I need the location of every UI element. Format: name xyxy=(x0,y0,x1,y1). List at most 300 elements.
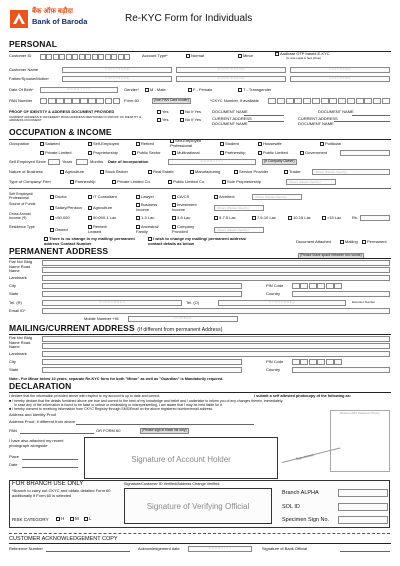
form-title: Re-KYC Form for Individuals xyxy=(125,13,253,24)
nat-service[interactable] xyxy=(234,170,268,175)
occ-government[interactable] xyxy=(300,151,327,156)
decl-0: I declare that the information provided above with respect to my account is up to date and correct. xyxy=(9,394,161,398)
no-change-option[interactable] xyxy=(44,237,144,246)
bank-logo-icon xyxy=(9,9,29,29)
checkbox[interactable] xyxy=(238,54,242,58)
specimen-label: Specimen Sign No. xyxy=(282,517,330,523)
nat-stock-broker[interactable] xyxy=(100,170,128,175)
checkbox[interactable] xyxy=(56,517,60,521)
rs-field[interactable] xyxy=(360,215,390,221)
months-field[interactable] xyxy=(76,159,88,165)
option-label: H xyxy=(61,516,65,521)
addr-no[interactable] xyxy=(180,118,201,123)
divider xyxy=(9,188,391,189)
option-label: T - Transgender xyxy=(243,87,272,93)
bank-official-sig-label: Signature of Bank Official xyxy=(262,546,308,551)
option-label: M xyxy=(75,516,79,521)
checkbox[interactable] xyxy=(234,170,238,174)
option-label: Permanent xyxy=(367,239,387,245)
perm-flat-label: Flat No/ Bldg Name Road Name xyxy=(9,259,33,274)
checkbox[interactable] xyxy=(186,54,190,58)
inc-2[interactable] xyxy=(88,216,116,221)
checkbox[interactable] xyxy=(84,517,88,521)
current-address-line[interactable] xyxy=(248,121,284,122)
ref-number-line[interactable] xyxy=(46,551,130,552)
decl-2-text: I hereby consent to receiving information from CKYC Registry through SMS/Email on the above registered number/email address. xyxy=(12,407,214,411)
section-personal: PERSONAL xyxy=(9,39,58,49)
father-first[interactable] xyxy=(62,76,172,82)
divider xyxy=(9,258,391,259)
perm-tel-label: Tel. (R) xyxy=(9,300,22,305)
checkbox[interactable] xyxy=(340,240,344,244)
mail-pin-label: PIN Code xyxy=(266,359,284,364)
res-owned[interactable] xyxy=(50,228,68,233)
mail-flat-field-1[interactable] xyxy=(42,336,390,342)
occ-politician[interactable] xyxy=(320,142,341,147)
occ-retired[interactable] xyxy=(136,142,154,147)
risk-m[interactable] xyxy=(70,516,79,521)
checkbox[interactable] xyxy=(188,88,192,92)
option-label: Public Limited xyxy=(263,150,288,156)
date-line[interactable] xyxy=(22,467,78,468)
checkbox[interactable] xyxy=(145,88,149,92)
proof-note: CURRENT ADDRESS IF DIFFERENT FROM ADDRESS MENTIONED IN PROOF OF IDENTITY & ADDRESS DOCUMENT xyxy=(9,115,142,123)
res-rented[interactable] xyxy=(88,225,118,234)
mail-landmark-field[interactable] xyxy=(42,351,390,357)
occ-private[interactable] xyxy=(40,151,71,156)
sol-id-label: SOL ID xyxy=(282,504,300,510)
perm-mobile-field[interactable] xyxy=(128,316,238,322)
checkbox[interactable] xyxy=(252,216,256,220)
perm-mobile-label: Mobile Number +91 xyxy=(84,316,120,321)
option-label: 3-5 Lac xyxy=(177,215,191,221)
perm-ext-label: Extension Number xyxy=(352,300,376,304)
addr-proof-label: Address and Identity Proof xyxy=(9,412,57,417)
section-permanent: PERMANENT ADDRESS xyxy=(9,246,109,256)
occ-public-limited[interactable] xyxy=(258,151,288,156)
hint: L A S T N A M E xyxy=(290,67,390,73)
checkbox[interactable] xyxy=(157,110,161,114)
option-label: Agriculture xyxy=(65,169,85,175)
option-label: Multinational xyxy=(177,150,200,156)
customer-name-label: Customer Name xyxy=(9,67,39,72)
res-company[interactable] xyxy=(172,225,204,234)
pan-decl-line[interactable] xyxy=(20,433,94,434)
occ-public-sector[interactable] xyxy=(132,151,161,156)
checkbox[interactable] xyxy=(214,216,218,220)
checkbox[interactable] xyxy=(70,517,74,521)
checkbox[interactable] xyxy=(220,142,224,146)
branch-alpha-label: Branch ALPHA xyxy=(282,490,319,496)
checkbox[interactable] xyxy=(157,118,161,122)
hint: N U M B E R xyxy=(128,316,238,322)
checkbox[interactable] xyxy=(214,195,218,199)
perm-country-field[interactable] xyxy=(292,291,390,297)
checkbox[interactable] xyxy=(100,170,104,174)
decl-1: ■ I hereby declare that the details furnished above are true and correct to the best of my knowledge and belief and I undertake to inform you of any changes therein, immediately. xyxy=(9,399,284,403)
option-label: Private Limited xyxy=(45,150,72,156)
option-label: Student xyxy=(225,141,239,147)
checkbox[interactable] xyxy=(88,195,92,199)
src-business[interactable] xyxy=(136,203,166,212)
perm-tel-field[interactable] xyxy=(42,300,182,306)
divider xyxy=(9,392,391,393)
checkbox[interactable] xyxy=(136,142,140,146)
current-doc-label: DOCUMENT NAME xyxy=(212,121,248,126)
option-label: Partnership xyxy=(225,150,246,156)
sol-id-field[interactable] xyxy=(338,503,388,511)
account-type-normal[interactable] xyxy=(186,54,204,59)
option-label: Trader xyxy=(289,169,301,175)
sep-lawyer[interactable] xyxy=(136,195,154,200)
perm-email-field[interactable] xyxy=(42,308,390,314)
proof-yes[interactable] xyxy=(157,110,169,115)
customer-id-field[interactable] xyxy=(40,54,130,60)
checkbox[interactable] xyxy=(50,228,54,232)
firm-pvt[interactable] xyxy=(112,180,151,185)
option-label: Housewife xyxy=(263,141,282,147)
perm-tel-o-field[interactable] xyxy=(218,300,346,306)
risk-l[interactable] xyxy=(84,516,92,521)
option-label: Proprietorship xyxy=(93,150,118,156)
checkbox[interactable] xyxy=(112,180,116,184)
photo-box[interactable] xyxy=(330,410,390,472)
option-label: Stock Broker xyxy=(105,169,128,175)
option-label: 7.5-10 Lac xyxy=(257,215,276,221)
hint: F I R S T N A M E xyxy=(62,76,172,82)
option-label: Public Limited Co. xyxy=(173,179,206,185)
gender-female[interactable] xyxy=(188,88,212,93)
sep-it[interactable] xyxy=(88,195,117,200)
firm-sole[interactable] xyxy=(222,180,261,185)
checkbox[interactable] xyxy=(190,170,194,174)
option-label: I wish to change my mailing/ permanent address/ contact details as below xyxy=(148,236,247,246)
option-label: Yes xyxy=(162,117,169,123)
current-address-line-2[interactable] xyxy=(334,121,390,122)
perm-pin-field[interactable] xyxy=(292,283,342,289)
aadhaar-note: (to note equal to face photo) xyxy=(286,56,321,60)
option-label: Public Sector xyxy=(137,150,161,156)
option-label: Architect xyxy=(219,194,235,200)
checkbox[interactable] xyxy=(88,206,92,210)
checkbox[interactable] xyxy=(168,180,172,184)
checkbox[interactable] xyxy=(275,52,279,56)
sep-others-field[interactable] xyxy=(252,194,302,200)
document-name-label: DOCUMENT NAME xyxy=(212,109,248,114)
divider xyxy=(9,543,391,544)
form60-label: Form 60 xyxy=(124,98,139,103)
hint: D D M M Y Y Y Y xyxy=(168,159,256,165)
mail-pin-field[interactable] xyxy=(292,359,342,365)
checkbox[interactable] xyxy=(322,216,326,220)
ckyc-field[interactable] xyxy=(268,98,390,104)
perm-city-field[interactable] xyxy=(42,283,242,289)
inc-8[interactable] xyxy=(322,216,341,221)
inc-4[interactable] xyxy=(172,216,190,221)
checkbox[interactable] xyxy=(238,88,242,92)
perm-state-label: State xyxy=(9,291,19,296)
checkbox[interactable] xyxy=(88,142,92,146)
gender-male[interactable] xyxy=(145,88,166,93)
ack-date-label: Acknowledgement date xyxy=(138,546,180,551)
occ-proprietorship[interactable] xyxy=(88,151,118,156)
checkbox[interactable] xyxy=(172,195,176,199)
risk-h[interactable] xyxy=(56,516,64,521)
option-label: Investment Income xyxy=(172,202,197,212)
option-label: Retired xyxy=(141,141,154,147)
sep-doctor[interactable] xyxy=(50,195,67,200)
current-doc-label-2: DOCUMENT NAME xyxy=(298,121,334,126)
occ-partnership[interactable] xyxy=(220,151,245,156)
addr-diff-line[interactable] xyxy=(76,424,254,425)
checkbox[interactable] xyxy=(88,216,92,220)
divider xyxy=(9,334,391,335)
option-label: 5-7.5 Lac xyxy=(219,215,236,221)
option-label: Government xyxy=(305,150,328,156)
firm-partnership[interactable] xyxy=(70,180,95,185)
checkbox[interactable] xyxy=(40,151,44,155)
checkbox[interactable] xyxy=(50,206,54,210)
sep-ca[interactable] xyxy=(172,195,189,200)
months-label: Months xyxy=(90,159,104,164)
nat-real-estate[interactable] xyxy=(148,170,174,175)
src-investment[interactable] xyxy=(172,203,206,212)
option-label: L xyxy=(89,516,92,521)
src-agri[interactable] xyxy=(88,206,112,211)
option-label: F - Female xyxy=(193,87,213,93)
checkbox[interactable] xyxy=(220,151,224,155)
nat-agriculture[interactable] xyxy=(60,170,84,175)
others-hint: Others (Please Specify) xyxy=(255,195,287,199)
perm-flat-field-2[interactable] xyxy=(42,267,390,273)
checkbox[interactable] xyxy=(88,151,92,155)
customer-name-first[interactable] xyxy=(62,67,172,73)
checkbox[interactable] xyxy=(320,142,324,146)
occ-multinational[interactable] xyxy=(172,151,199,156)
inc-7[interactable] xyxy=(288,216,311,221)
branch-use-title: FOR BRANCH USE ONLY xyxy=(12,481,84,487)
src-others-field[interactable] xyxy=(214,205,264,211)
decl-0b: I submit a self attested photocopy of the following as: xyxy=(254,394,352,398)
section-mailing xyxy=(9,324,223,334)
checkbox[interactable] xyxy=(222,180,226,184)
checkbox[interactable] xyxy=(50,216,54,220)
mail-flat-field-2[interactable] xyxy=(42,343,390,349)
option-label: Sole Proprietorship xyxy=(227,179,262,185)
perm-flat-field-1[interactable] xyxy=(42,260,390,266)
type-firm-label: Type of Company/ Firm xyxy=(9,179,51,184)
dob-field[interactable] xyxy=(40,87,118,93)
or-form60-label: OR FORM 60 xyxy=(96,428,121,433)
inc-1[interactable] xyxy=(50,216,70,221)
checkbox[interactable] xyxy=(180,110,184,114)
option-label: Private Limited Co. xyxy=(117,179,151,185)
mail-city-label: City xyxy=(9,359,16,364)
mail-city-field[interactable] xyxy=(42,359,242,365)
option-label: CA/CS xyxy=(177,194,190,200)
document-name-line-2[interactable] xyxy=(352,115,390,116)
attached-label: I have also attached my recent photograph alongside xyxy=(9,438,64,448)
mail-state-field[interactable] xyxy=(42,367,242,373)
nat-others-field[interactable] xyxy=(312,169,390,175)
hint: D D M M Y Y Y Y xyxy=(188,546,252,552)
nat-trader[interactable] xyxy=(284,170,301,175)
current-address-label-2: CURRENT ADDRESS xyxy=(298,116,338,121)
checkbox[interactable] xyxy=(40,142,44,146)
cut-line xyxy=(9,533,390,534)
ack-title: CUSTOMER ACKNOWLEDGEMENT COPY xyxy=(9,536,118,542)
hint: F I R S T N A M E xyxy=(62,67,172,73)
mail-country-field[interactable] xyxy=(292,367,390,373)
doc-permanent[interactable] xyxy=(362,240,387,245)
option-label: 50,000-1 Lac xyxy=(93,215,117,221)
checkbox[interactable] xyxy=(136,195,140,199)
src-salary[interactable] xyxy=(50,206,82,211)
checkbox[interactable] xyxy=(60,170,64,174)
checkbox[interactable] xyxy=(288,216,292,220)
years-field[interactable] xyxy=(48,159,60,165)
section-declaration: DECLARATION xyxy=(9,381,72,391)
doc-attached-label: Document Attached xyxy=(296,239,331,244)
mail-flat-label: Flat No/ Bldg Name Road Name xyxy=(9,335,33,350)
option-label: Self-Employed Professional xyxy=(170,138,202,148)
tick-box-tag: (Please sign in black ink only) xyxy=(142,428,187,432)
perm-tel-o-label: Tel. (O) xyxy=(186,300,200,305)
option-label: 1-3 Lac xyxy=(141,215,155,221)
document-name-label-2: DOCUMENT NAME xyxy=(318,109,354,114)
res-others-field[interactable] xyxy=(214,227,264,233)
hint: M I D D L E N A M E xyxy=(176,67,286,73)
gross-label: Gross Annual Income (₹) xyxy=(9,212,31,221)
option-label: No If Yes xyxy=(185,117,202,123)
option-label: Mailing xyxy=(345,239,358,245)
bank-name-hindi: बैंक ऑफ़ बड़ौदा xyxy=(32,8,73,15)
option-label: Aadhaar OTP based E-KYC xyxy=(280,51,330,57)
occ-self-emp[interactable] xyxy=(88,142,119,147)
mail-landmark-label: Landmark xyxy=(9,351,27,356)
branch-verified-label: Signature/Customer ID Verified/Address Change Verified xyxy=(124,482,220,486)
residence-label: Residence Type xyxy=(9,225,35,229)
customer-name-last[interactable] xyxy=(290,67,390,73)
checkbox[interactable] xyxy=(148,170,152,174)
nat-manufacturing[interactable] xyxy=(190,170,220,175)
source-label: Source of Funds xyxy=(9,202,36,206)
inc-5[interactable] xyxy=(214,216,236,221)
option-label: M - Male xyxy=(150,87,166,93)
checkbox[interactable] xyxy=(300,151,304,155)
bank-official-sig-line[interactable] xyxy=(340,551,390,552)
perm-pin-label: PIN Code xyxy=(266,283,284,288)
risk-category-label: RISK CATEGORY xyxy=(12,517,49,522)
current-address-label: CURRENT ADDRESS xyxy=(212,116,252,121)
checkbox[interactable] xyxy=(50,195,54,199)
checkbox[interactable] xyxy=(70,180,74,184)
option-label: Manufacturing xyxy=(195,169,221,175)
checkbox[interactable] xyxy=(132,151,136,155)
option-label: Ancestral/ Family xyxy=(136,224,159,234)
others-hint: Others (Please Specify) xyxy=(315,170,347,174)
decl-2: ■ I hereby consent to receiving information from CKYC Registry through SMS/Email on the above registered number/email address. xyxy=(9,407,214,411)
gender-label: Gender* xyxy=(124,87,139,92)
option-label: Minor xyxy=(243,53,254,59)
perm-landmark-field[interactable] xyxy=(42,275,390,281)
option-label: Owned xyxy=(55,227,68,233)
checkbox[interactable] xyxy=(180,118,184,122)
doi-label: Date of Incorporation xyxy=(108,159,149,164)
pan-field[interactable] xyxy=(40,98,120,104)
doi-field[interactable] xyxy=(168,159,256,165)
father-label: Father/Spouse/Mother xyxy=(9,76,49,81)
option-label: Lawyer xyxy=(141,194,154,200)
proof-no[interactable] xyxy=(180,110,201,115)
occ-self-emp-prof[interactable] xyxy=(170,139,210,148)
occ-housewife[interactable] xyxy=(258,142,282,147)
specimen-field[interactable] xyxy=(338,516,388,524)
option-label: Doctor xyxy=(55,194,67,200)
doc-mailing[interactable] xyxy=(340,240,358,245)
place-line[interactable] xyxy=(22,459,78,460)
addr-diff-label: Address Proof, if different from above xyxy=(9,419,76,424)
account-holder-signature-label: Signature of Account Holder xyxy=(131,455,231,464)
perm-state-field[interactable] xyxy=(42,291,242,297)
checkbox[interactable] xyxy=(172,216,176,220)
perm-email-label: Email ID* xyxy=(9,308,26,313)
occ-student[interactable] xyxy=(220,142,239,147)
occ-other-field[interactable] xyxy=(340,150,390,156)
ack-date-field[interactable] xyxy=(188,546,252,552)
option-label: Politician xyxy=(325,141,342,147)
mailing-sub: (If different from permanent Address) xyxy=(137,327,223,333)
nature-label: Nature of Business xyxy=(9,169,43,174)
gender-trans[interactable] xyxy=(238,88,271,93)
hint: L A S T N A M E xyxy=(290,76,390,82)
sep-architect[interactable] xyxy=(214,195,235,200)
customer-name-middle[interactable] xyxy=(176,67,286,73)
account-type-minor[interactable] xyxy=(238,54,253,59)
option-label: Agriculture xyxy=(93,205,113,211)
firm-public[interactable] xyxy=(168,180,205,185)
father-last[interactable] xyxy=(290,76,390,82)
father-middle[interactable] xyxy=(176,76,286,82)
checkbox[interactable] xyxy=(284,170,288,174)
firm-others-field[interactable] xyxy=(286,179,336,185)
others-hint: Others (Please Specify) xyxy=(217,228,249,232)
checkbox[interactable] xyxy=(136,216,140,220)
checkbox[interactable] xyxy=(258,142,262,146)
inc-3[interactable] xyxy=(136,216,154,221)
self-since-label: Self Employed Since xyxy=(9,159,46,164)
occ-salaried[interactable] xyxy=(40,142,60,147)
checkbox[interactable] xyxy=(172,151,176,155)
checkbox[interactable] xyxy=(258,151,262,155)
space-note: (Please leave space between two words) xyxy=(300,253,362,257)
res-ancestral[interactable] xyxy=(136,225,166,234)
branch-alpha-field[interactable] xyxy=(338,489,388,497)
option-label: Yes xyxy=(162,109,169,115)
option-label: Real Estate xyxy=(153,169,174,175)
sep-label: Self Employed/ Professional xyxy=(9,192,34,201)
if-company-tag: (If Company Owner) xyxy=(264,159,295,163)
mail-country-label: Country xyxy=(266,367,281,372)
checkbox[interactable] xyxy=(362,240,366,244)
account-type-label: Account Type* xyxy=(142,53,168,58)
addr-yes[interactable] xyxy=(157,118,169,123)
dob-label: Date Of Birth* xyxy=(9,87,34,92)
inc-6[interactable] xyxy=(252,216,276,221)
option-label: Self-Employed xyxy=(93,141,120,147)
hint: S T D N U M B E R xyxy=(42,300,182,306)
wish-change-option[interactable] xyxy=(148,237,252,246)
